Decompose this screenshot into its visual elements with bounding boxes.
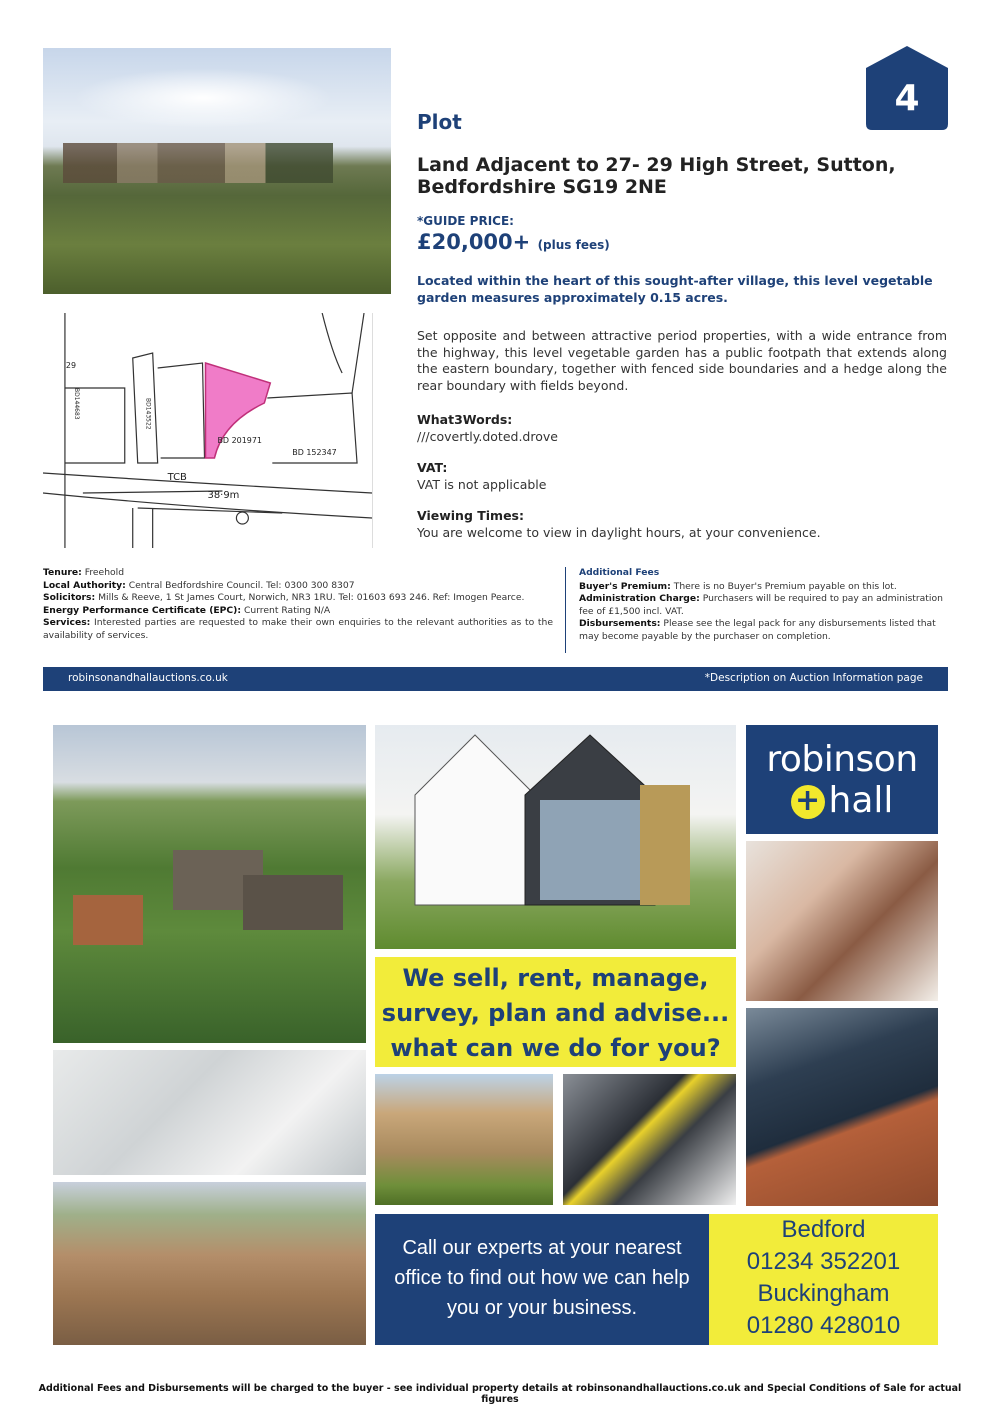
- construction-site-photo: [53, 1182, 366, 1345]
- address-line-1: Land Adjacent to 27- 29 High Street, Sutton,: [417, 154, 896, 176]
- guide-price-label: *GUIDE PRICE:: [417, 214, 514, 228]
- additional-fees: [579, 567, 947, 643]
- services-label: Services:: [43, 617, 91, 628]
- map-label-bd152347: BD 152347: [292, 447, 337, 458]
- what3words-label: What3Words:: [417, 412, 513, 427]
- map-label-tcb: TCB: [167, 471, 187, 484]
- price-note: (plus fees): [537, 238, 610, 252]
- price-value: £20,000+: [417, 230, 531, 254]
- tenure-value: Freehold: [84, 567, 125, 578]
- solar-roof-photo: [746, 1008, 938, 1206]
- farm-aerial-photo: [53, 725, 366, 1043]
- logo-plus-icon: +: [791, 785, 825, 819]
- disbursements-label: Disbursements:: [579, 618, 661, 629]
- description-text: Set opposite and between attractive period properties, with a wide entrance from the highway, this level vegetable garden has a public footpath that extends along the eastern boundary, together with fenced side boundaries and a hedge along the rear boundary with fields beyond.: [417, 328, 947, 393]
- slogan-line-3: what can we do for you?: [390, 1034, 721, 1062]
- vat-label: VAT:: [417, 460, 448, 475]
- map-label-29: 29: [65, 360, 77, 371]
- plot-kind: Plot: [417, 110, 462, 134]
- call-line-3: you or your business.: [446, 1297, 638, 1319]
- footer-note: *Description on Auction Information page: [704, 672, 923, 684]
- solicitors-label: Solicitors:: [43, 592, 96, 603]
- what3words-value: ///covertly.doted.drove: [417, 429, 558, 444]
- admin-value: Purchasers will be required to pay an administration fee of £1,500 incl. VAT.: [579, 593, 943, 617]
- slogan-line-2: survey, plan and advise...: [381, 999, 730, 1027]
- call-line-1: Call our experts at your nearest: [402, 1237, 682, 1259]
- premium-value: There is no Buyer's Premium payable on this lot.: [673, 580, 897, 592]
- footer-website-link[interactable]: robinsonandhallauctions.co.uk: [68, 672, 228, 684]
- epc-label: Energy Performance Certificate (EPC):: [43, 604, 242, 616]
- office-bedford: Bedford: [781, 1216, 866, 1243]
- property-address: [417, 154, 947, 198]
- address-line-2: Bedfordshire SG19 2NE: [417, 176, 667, 198]
- map-label-height: 38·9m: [207, 489, 240, 502]
- office-buckingham: Buckingham: [757, 1280, 890, 1307]
- map-label-bd201971: BD 201971: [217, 435, 262, 446]
- surveyor-photo: [563, 1074, 736, 1205]
- phone-buckingham[interactable]: 01280 428010: [746, 1312, 901, 1339]
- office-contacts-panel: [709, 1214, 938, 1345]
- plot-photo: [43, 48, 391, 294]
- property-details: [43, 567, 553, 642]
- services-value: Interested parties are requested to make their own enquiries to the relevant authorities as to the availability of services.: [43, 617, 554, 641]
- authority-label: Local Authority:: [43, 579, 126, 591]
- disbursements-value: Please see the legal pack for any disbursements listed that may become payable by the purchaser on completion.: [579, 618, 936, 642]
- phone-bedford[interactable]: 01234 352201: [746, 1248, 901, 1275]
- map-label-bd144683: BD144683: [72, 388, 80, 420]
- viewing-value: You are welcome to view in daylight hours, at your convenience.: [417, 525, 821, 540]
- keys-handover-photo: [746, 841, 938, 1001]
- vat-value: VAT is not applicable: [417, 477, 547, 492]
- lot-number: 4: [894, 78, 920, 119]
- slogan-panel: [375, 957, 736, 1067]
- logo-word-hall: hall: [828, 780, 894, 821]
- house-render-photo: [375, 725, 736, 949]
- guide-price: [417, 230, 947, 254]
- viewing-label: Viewing Times:: [417, 508, 525, 523]
- call-experts-panel: [375, 1214, 709, 1345]
- planning-meeting-photo: [53, 1050, 366, 1175]
- authority-value: Central Bedfordshire Council. Tel: 0300 300 8307: [128, 579, 355, 591]
- cottage-photo: [375, 1074, 553, 1205]
- site-plan-map: [43, 313, 373, 548]
- epc-value: Current Rating N/A: [243, 604, 331, 616]
- tenure-label: Tenure:: [43, 567, 82, 578]
- slogan-line-1: We sell, rent, manage,: [402, 964, 709, 992]
- premium-label: Buyer's Premium:: [579, 580, 671, 592]
- robinson-hall-logo: [746, 725, 938, 834]
- admin-label: Administration Charge:: [579, 593, 700, 604]
- map-label-bd143522: BD143522: [144, 398, 152, 430]
- fees-title: Additional Fees: [579, 567, 660, 578]
- bottom-disclaimer: Additional Fees and Disbursements will be charged to the buyer - see individual property details at robinsonandhallauctions.co.uk and Special Conditions of Sale for actual figures: [38, 1383, 962, 1405]
- logo-word-robinson: robinson: [766, 739, 918, 780]
- details-divider: [565, 567, 566, 653]
- solicitors-value: Mills & Reeve, 1 St James Court, Norwich, NR3 1RU. Tel: 01603 693 246. Ref: Imogen Pearce.: [98, 592, 525, 603]
- intro-text: Located within the heart of this sought-after village, this level vegetable garden measures approximately 0.15 acres.: [417, 273, 933, 305]
- footer-bar: [43, 667, 948, 691]
- call-line-2: office to find out how we can help: [394, 1267, 690, 1289]
